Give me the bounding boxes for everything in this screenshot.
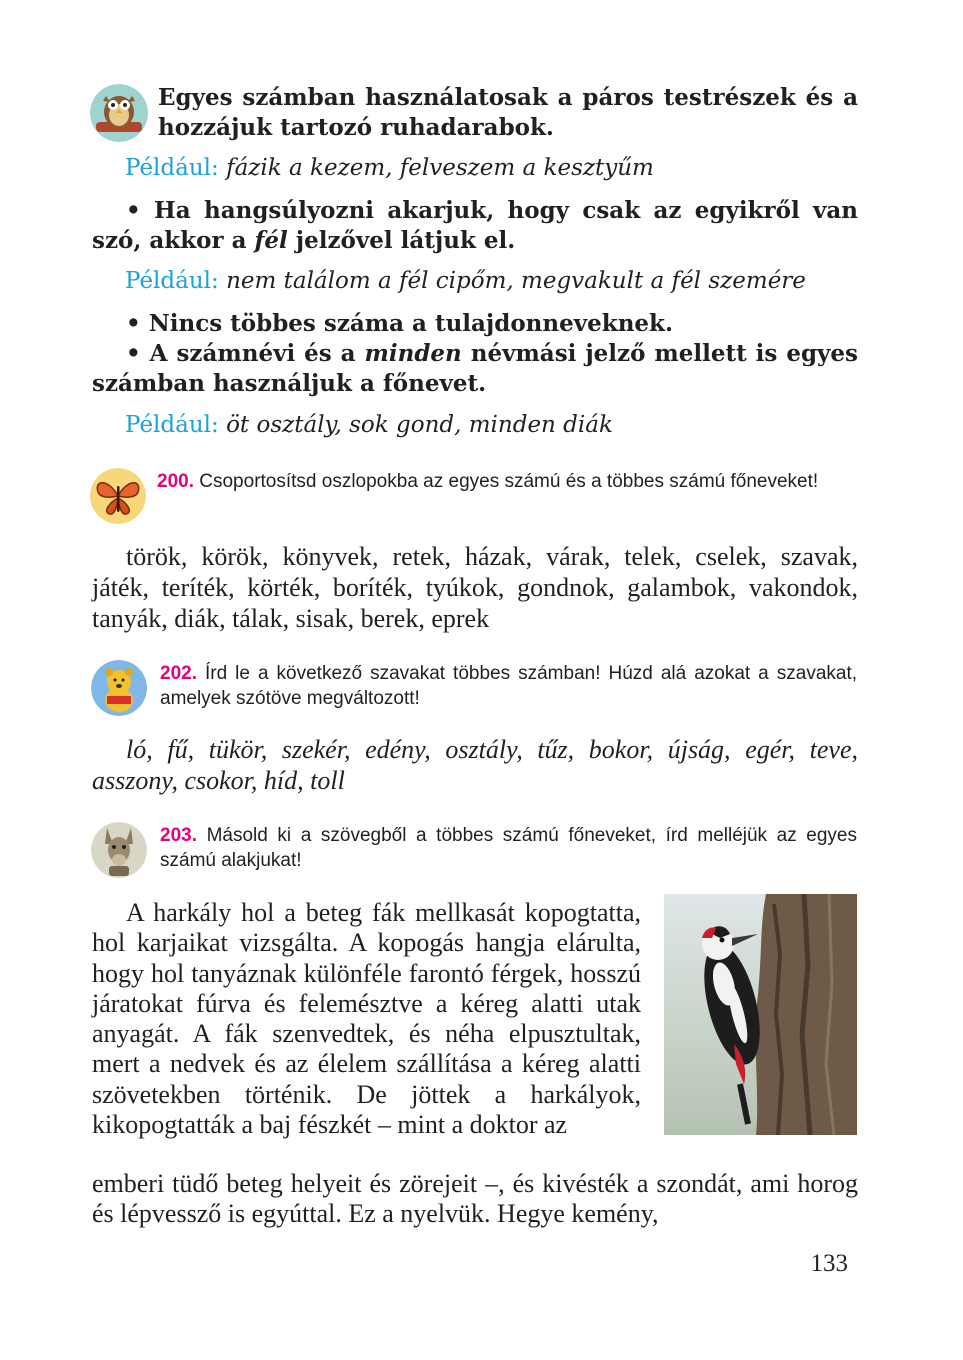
task-202 (160, 661, 857, 711)
woodpecker-photo (664, 894, 857, 1135)
rule-text: névmási jelző mellett is egyes számban használjuk a főnevet. (92, 340, 858, 397)
task-number: 202. (160, 663, 197, 684)
rule-text: Ha hangsúlyozni akarjuk, hogy csak az egyikről van szó, akkor a (92, 197, 858, 254)
task-200 (157, 469, 857, 494)
word-list-200 (92, 541, 858, 634)
donkey-icon (91, 822, 147, 878)
owl-icon (90, 84, 148, 142)
rule-text-1: Egyes számban használatosak a páros testrészek és a hozzájuk tartozó ruhadarabok. (158, 84, 858, 141)
rule-text-3 (92, 309, 858, 339)
example-2 (125, 266, 865, 296)
bear-icon (91, 660, 147, 716)
passage-full: emberi tüdő beteg helyeit és zörejeit –, és kivésték a szondát, ami horog és lépvessző is egyúttal. Ez a nyelvük. Hegye kemény, (92, 1169, 858, 1229)
example-3 (125, 410, 865, 440)
example-text: öt osztály, sok gond, minden diák (226, 412, 613, 438)
butterfly-icon (90, 468, 146, 524)
rule-text: Nincs többes száma a tulajdonneveknek. (148, 310, 673, 337)
word-list-202 (92, 734, 858, 796)
passage-wrapped (92, 898, 641, 1140)
bullet: • (126, 197, 141, 224)
passage-text: A harkály hol a beteg fák mellkasát kopogtatta, hol karjaikat vizsgálta. A kopogás hangja elárulta, hogy hol tanyáznak különféle farontó férgek, hosszú járatokat fúrva és felemésztve a kéreg alatti utak anyagát. A fák szenvedtek, és néha elpusztultak, mert a nedvek és az élelem szállítása a kéreg alatti szövetekben történik. De jöttek a harkályok, kikopogtatták a baj fészkét – mint a doktor az (92, 898, 641, 1140)
example-label: Például: (125, 412, 219, 438)
task-text: Csoportosítsd oszlopokba az egyes számú és a többes számú főneveket! (199, 471, 819, 492)
page-number: 133 (810, 1250, 848, 1277)
task-number: 203. (160, 825, 197, 846)
word-list-text: ló, fű, tükör, szekér, edény, osztály, tűz, bokor, újság, egér, teve, asszony, csokor, híd, toll (92, 735, 858, 795)
rule-text-2 (92, 196, 858, 256)
example-text: nem találom a fél cipőm, megvakult a fél szemére (226, 268, 806, 294)
rule-text-4 (92, 339, 858, 399)
task-number: 200. (157, 471, 194, 492)
emphasis: fél (254, 227, 288, 254)
task-text: Másold ki a szövegből a többes számú főneveket, írd melléjük az egyes számú alakjukat! (160, 825, 857, 871)
task-text: Írd le a következő szavakat többes számban! Húzd alá azokat a szavakat, amelyek szótöve megváltozott! (160, 663, 858, 709)
emphasis: minden (364, 340, 462, 367)
example-label: Például: (125, 268, 219, 294)
bullet: • (126, 340, 141, 367)
rule-text: A számnévi és a (149, 340, 365, 367)
example-label: Például: (125, 155, 219, 181)
bullet: • (126, 310, 141, 337)
example-1 (125, 153, 865, 183)
task-203 (160, 823, 857, 873)
word-list-text: török, körök, könyvek, retek, házak, várak, telek, cselek, szavak, játék, teríték, körték, boríték, tyúkok, gondnok, galambok, vakondok, tanyák, diák, tálak, sisak, berek, eprek (92, 542, 858, 633)
example-text: fázik a kezem, felveszem a kesztyűm (226, 155, 654, 181)
rule-text: jelzővel látjuk el. (287, 227, 516, 254)
